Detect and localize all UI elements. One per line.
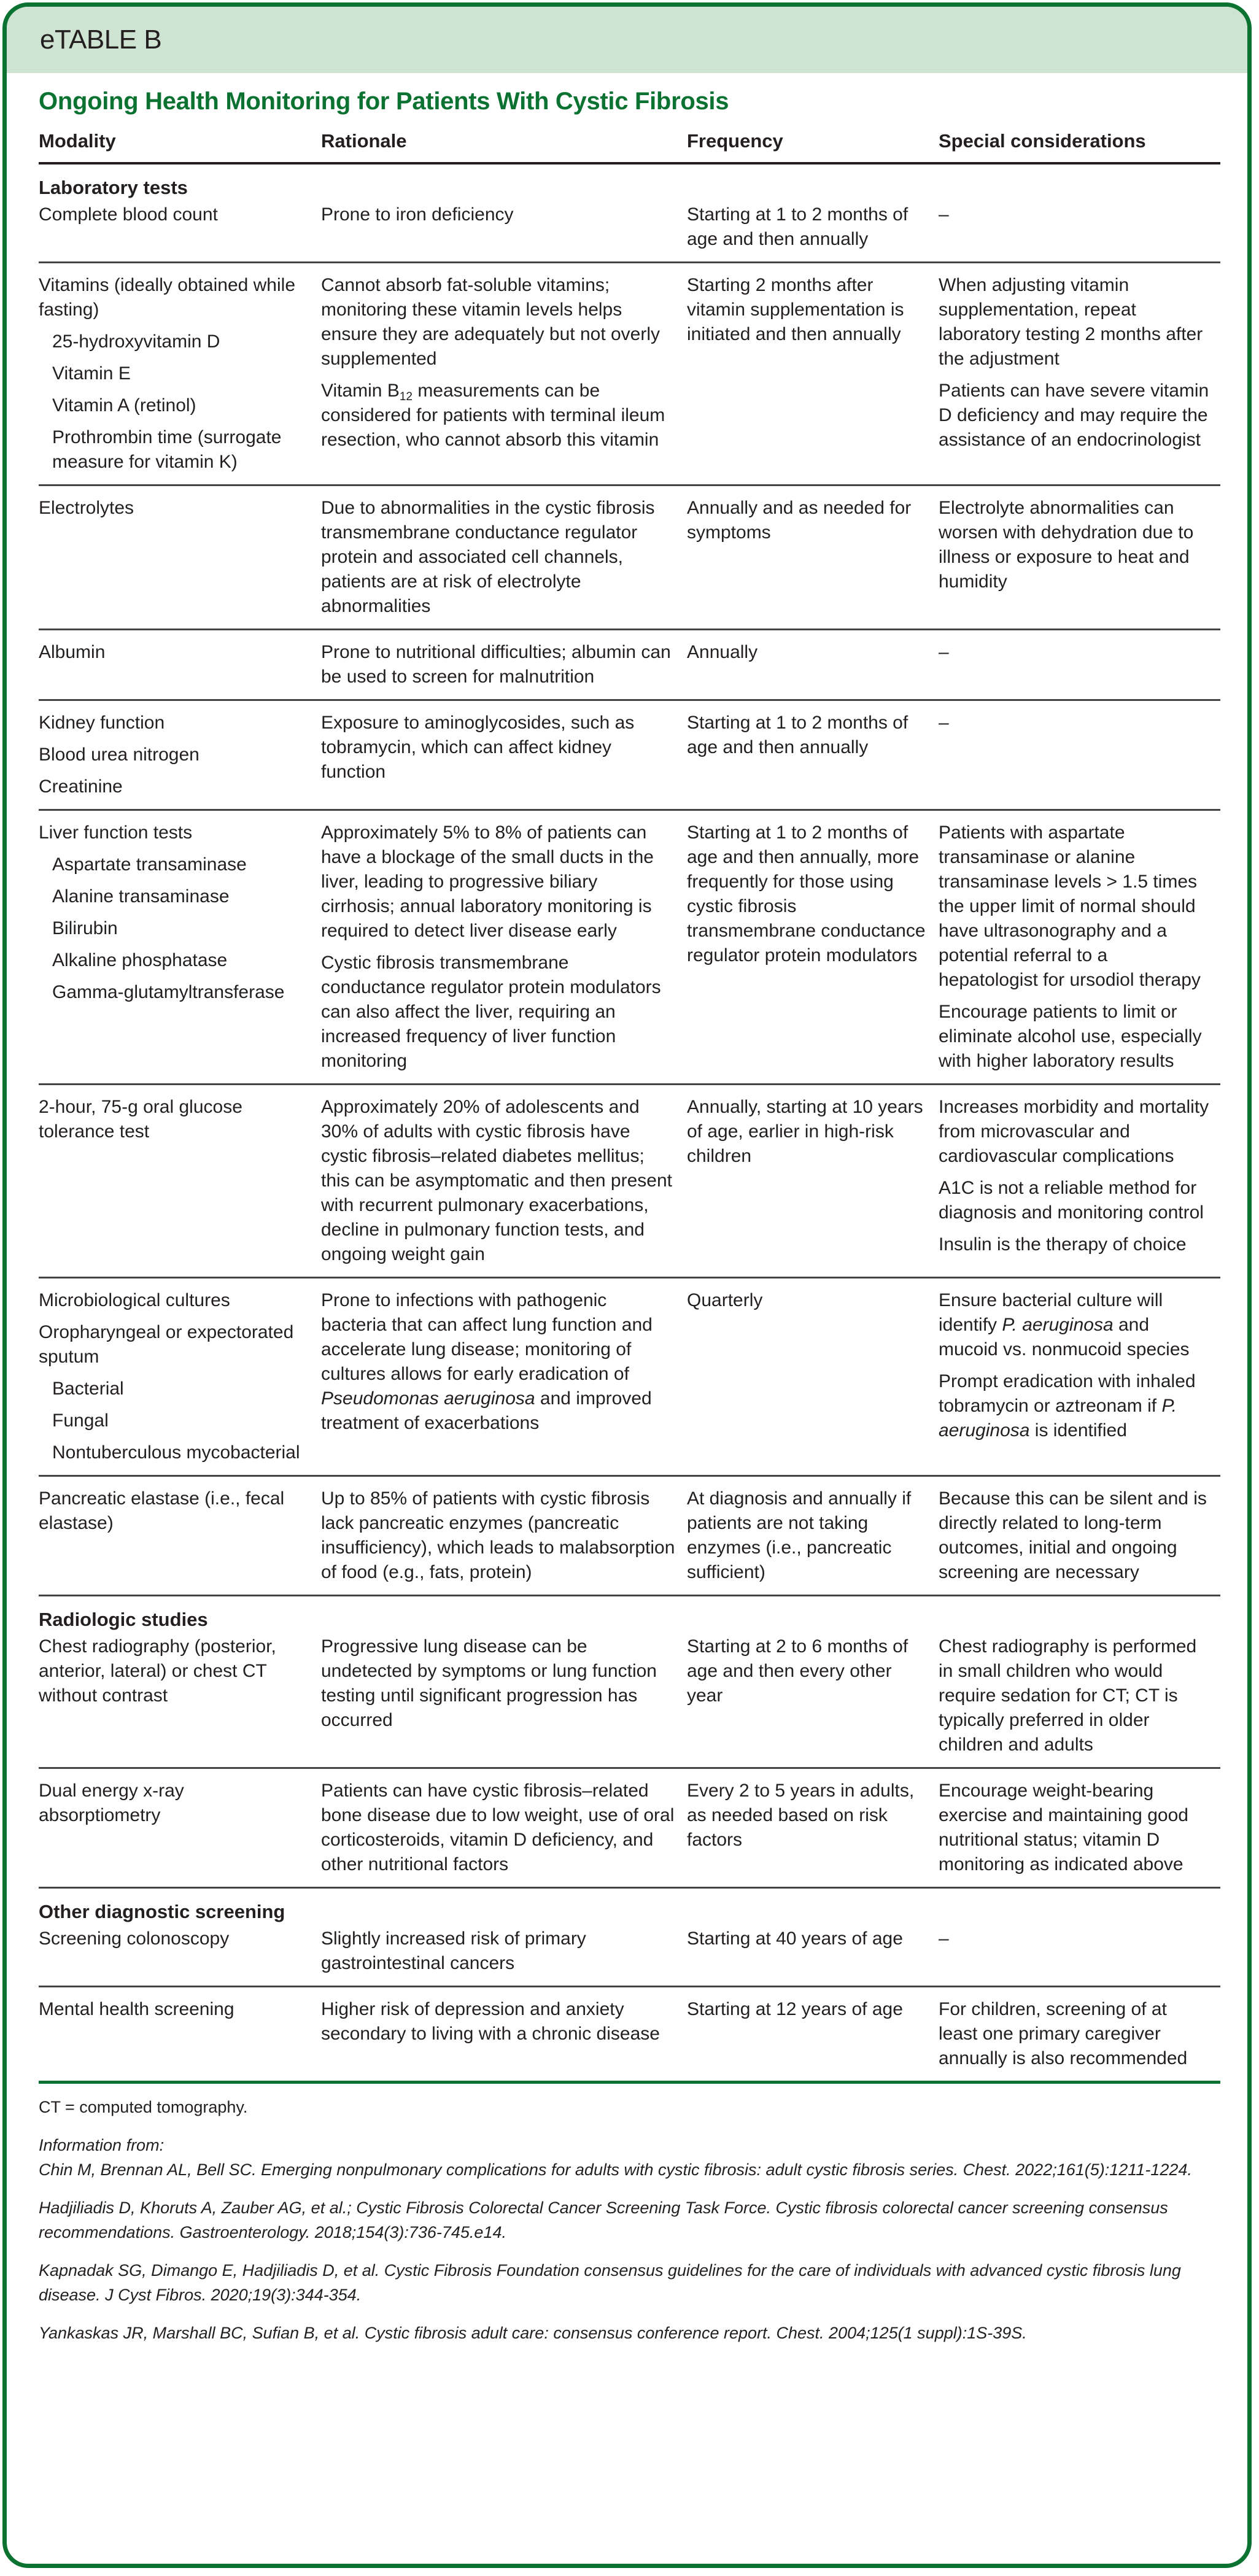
frequency-cell	[687, 810, 939, 1085]
special-text: Chest radiography is performed in small children who would require sedation for CT; CT is typically preferred in older children and adults	[939, 1636, 1197, 1755]
table-row	[39, 485, 1220, 630]
frequency-text: Quarterly	[687, 1290, 763, 1310]
modality-text: Complete blood count	[39, 204, 218, 225]
frequency-text: Annually	[687, 642, 758, 662]
frequency-cell	[687, 1987, 939, 2083]
modality-subitem: Vitamin E	[52, 363, 131, 384]
frequency-cell	[687, 1768, 939, 1888]
reference-list	[39, 2157, 1220, 2345]
modality-cell	[39, 200, 321, 263]
frequency-text: Starting at 1 to 2 months of age and then annually, more frequently for those using cystic fibrosis transmembrane conductance regulator protein modulators	[687, 822, 926, 965]
rationale-text: Higher risk of depression and anxiety secondary to living with a chronic disease	[321, 1999, 660, 2044]
rationale-text: Prone to nutritional difficulties; albumin can be used to screen for malnutrition	[321, 642, 671, 687]
frequency-cell	[687, 485, 939, 630]
modality-text: 2-hour, 75-g oral glucose tolerance test	[39, 1097, 242, 1142]
section-header: Laboratory tests	[39, 177, 188, 198]
frequency-cell	[687, 1278, 939, 1476]
table-body	[39, 163, 1220, 2083]
table-row	[39, 1924, 1220, 1987]
subscript: 12	[399, 390, 413, 403]
rationale-text: Progressive lung disease can be undetected by symptoms or lung function testing until significant progression has occurred	[321, 1636, 657, 1730]
special-text: Prompt eradication with inhaled tobramycin or aztreonam if P. aeruginosa is identified	[939, 1371, 1196, 1441]
modality-subitem: 25-hydroxyvitamin D	[52, 331, 220, 352]
modality-subitem: Nontuberculous mycobacterial	[52, 1442, 300, 1463]
section-header-row	[39, 1888, 1220, 1925]
special-considerations-cell	[939, 485, 1220, 630]
rationale-cell	[321, 1924, 687, 1987]
rationale-cell	[321, 200, 687, 263]
rationale-cell	[321, 1987, 687, 2083]
rationale-cell	[321, 630, 687, 700]
modality-text: Microbiological cultures	[39, 1290, 230, 1310]
special-text: Patients can have severe vitamin D deficiency and may require the assistance of an endocrinologist	[939, 381, 1209, 450]
modality-text: Oropharyngeal or expectorated sputum	[39, 1322, 294, 1367]
modality-subitem: Alkaline phosphatase	[52, 950, 228, 970]
section-header-row	[39, 1596, 1220, 1633]
header-modality: Modality	[39, 129, 321, 163]
rationale-text: Approximately 5% to 8% of patients can have a blockage of the small ducts in the liver, leading to progressive biliary cirrhosis; annual laboratory monitoring is required to detect liver disease early	[321, 822, 654, 941]
special-text: Ensure bacterial culture will identify P. aeruginosa and mucoid vs. nonmucoid species	[939, 1290, 1190, 1360]
modality-cell	[39, 1085, 321, 1278]
frequency-text: Starting at 40 years of age	[687, 1928, 903, 1949]
special-considerations-cell	[939, 1632, 1220, 1768]
modality-text: Kidney function	[39, 713, 165, 733]
modality-text: Electrolytes	[39, 498, 134, 518]
special-considerations-cell	[939, 630, 1220, 700]
reference-item: Kapnadak SG, Dimango E, Hadjiliadis D, et al. Cystic Fibrosis Foundation consensus guidelines for the care of individuals with advanced cystic fibrosis lung disease. J Cyst Fibros. 2020;19(3):344-354.	[39, 2261, 1181, 2304]
modality-text: Albumin	[39, 642, 106, 662]
information-from-label: Information from:	[39, 2136, 165, 2154]
table-row	[39, 1632, 1220, 1768]
frequency-text: Annually, starting at 10 years of age, earlier in high-risk children	[687, 1097, 923, 1166]
table-row	[39, 810, 1220, 1085]
special-considerations-cell	[939, 700, 1220, 810]
modality-subitem: Vitamin A (retinol)	[52, 395, 196, 416]
rationale-cell	[321, 485, 687, 630]
rationale-cell	[321, 1085, 687, 1278]
special-text: Electrolyte abnormalities can worsen with dehydration due to illness or exposure to heat and humidity	[939, 498, 1194, 592]
header-special-considerations: Special considerations	[939, 129, 1220, 163]
special-text: –	[939, 204, 949, 225]
header-row	[39, 129, 1220, 163]
rationale-text: Cannot absorb fat-soluble vitamins; monitoring these vitamin levels helps ensure they are adequately but not overly supplemented	[321, 275, 660, 369]
section-header: Radiologic studies	[39, 1609, 208, 1630]
special-text: A1C is not a reliable method for diagnosis and monitoring control	[939, 1178, 1204, 1223]
table-title: Ongoing Health Monitoring for Patients With Cystic Fibrosis	[39, 88, 729, 115]
table-row	[39, 1768, 1220, 1888]
rationale-text: Cystic fibrosis transmembrane conductance regulator protein modulators can also affect the liver, requiring an increased frequency of liver function monitoring	[321, 953, 661, 1071]
rationale-text: Patients can have cystic fibrosis–related bone disease due to low weight, use of oral corticosteroids, vitamin D deficiency, and other nutritional factors	[321, 1781, 675, 1874]
table-row	[39, 1085, 1220, 1278]
table-footer	[39, 2095, 1220, 2345]
special-text: –	[939, 713, 949, 733]
modality-text: Vitamins (ideally obtained while fasting)	[39, 275, 296, 320]
modality-text: Dual energy x-ray absorptiometry	[39, 1781, 184, 1825]
modality-cell	[39, 810, 321, 1085]
table-frame	[2, 2, 1252, 2568]
special-text: Increases morbidity and mortality from microvascular and cardiovascular complications	[939, 1097, 1209, 1166]
table-row	[39, 200, 1220, 263]
special-considerations-cell	[939, 1476, 1220, 1596]
frequency-cell	[687, 1476, 939, 1596]
special-considerations-cell	[939, 200, 1220, 263]
special-text: –	[939, 1928, 949, 1949]
special-considerations-cell	[939, 810, 1220, 1085]
modality-subitem: Bilirubin	[52, 918, 118, 938]
special-text: When adjusting vitamin supplementation, repeat laboratory testing 2 months after the adjustment	[939, 275, 1203, 369]
frequency-cell	[687, 700, 939, 810]
table-banner	[7, 7, 1247, 73]
special-considerations-cell	[939, 1085, 1220, 1278]
frequency-text: Starting at 2 to 6 months of age and then every other year	[687, 1636, 908, 1706]
frequency-cell	[687, 263, 939, 485]
rationale-text: Due to abnormalities in the cystic fibrosis transmembrane conductance regulator protein and associated cell channels, patients are at risk of electrolyte abnormalities	[321, 498, 655, 616]
modality-cell	[39, 485, 321, 630]
table-content	[7, 88, 1247, 2345]
modality-cell	[39, 1278, 321, 1476]
frequency-text: Every 2 to 5 years in adults, as needed based on risk factors	[687, 1781, 915, 1850]
modality-subitem: Bacterial	[52, 1379, 124, 1399]
special-text: Insulin is the therapy of choice	[939, 1234, 1187, 1255]
section-header-row	[39, 163, 1220, 200]
special-text: –	[939, 642, 949, 662]
modality-cell	[39, 630, 321, 700]
modality-text: Pancreatic elastase (i.e., fecal elastase)	[39, 1488, 285, 1533]
modality-subitem: Alanine transaminase	[52, 886, 230, 907]
table-row	[39, 263, 1220, 485]
modality-cell	[39, 700, 321, 810]
modality-subitem: Gamma-glutamyltransferase	[52, 982, 285, 1002]
frequency-cell	[687, 1632, 939, 1768]
monitoring-table	[39, 129, 1220, 2084]
special-considerations-cell	[939, 263, 1220, 485]
modality-text: Chest radiography (posterior, anterior, lateral) or chest CT without contrast	[39, 1636, 276, 1706]
special-considerations-cell	[939, 1924, 1220, 1987]
rationale-cell	[321, 1768, 687, 1888]
frequency-cell	[687, 630, 939, 700]
modality-text: Creatinine	[39, 776, 123, 797]
table-label: eTABLE B	[40, 25, 162, 55]
reference-item: Hadjiliadis D, Khoruts A, Zauber AG, et al.; Cystic Fibrosis Colorectal Cancer Screening Task Force. Cystic fibrosis colorectal cancer screening consensus recommendations. Gastroenterology. 2018;154(3):736-745.e14.	[39, 2199, 1168, 2241]
special-text: For children, screening of at least one primary caregiver annually is also recommended	[939, 1999, 1188, 2068]
section-header: Other diagnostic screening	[39, 1901, 285, 1922]
table-row	[39, 700, 1220, 810]
special-text: Patients with aspartate transaminase or alanine transaminase levels > 1.5 times the upper limit of normal should have ultrasonography and a potential referral to a hepatologist for ursodiol therapy	[939, 822, 1201, 990]
frequency-text: Annually and as needed for symptoms	[687, 498, 912, 543]
modality-cell	[39, 1987, 321, 2083]
frequency-text: At diagnosis and annually if patients are not taking enzymes (i.e., pancreatic sufficient)	[687, 1488, 912, 1582]
modality-text: Screening colonoscopy	[39, 1928, 230, 1949]
rationale-cell	[321, 810, 687, 1085]
frequency-text: Starting at 1 to 2 months of age and then annually	[687, 713, 908, 757]
modality-cell	[39, 1768, 321, 1888]
header-rationale: Rationale	[321, 129, 687, 163]
reference-item: Yankaskas JR, Marshall BC, Sufian B, et al. Cystic fibrosis adult care: consensus conference report. Chest. 2004;125(1 suppl):1S-39S.	[39, 2324, 1027, 2342]
rationale-text: Prone to iron deficiency	[321, 204, 514, 225]
rationale-cell	[321, 1476, 687, 1596]
modality-text: Blood urea nitrogen	[39, 745, 200, 765]
modality-subitem: Aspartate transaminase	[52, 854, 247, 875]
modality-text: Mental health screening	[39, 1999, 234, 2019]
rationale-text: Slightly increased risk of primary gastrointestinal cancers	[321, 1928, 586, 1973]
table-row	[39, 1987, 1220, 2083]
modality-cell	[39, 263, 321, 485]
rationale-text: Approximately 20% of adolescents and 30% of adults with cystic fibrosis have cystic fibrosis–related diabetes mellitus; this can be asymptomatic and then present with recurrent pulmonary exacerbations, decline in pulmonary function tests, and ongoing weight gain	[321, 1097, 672, 1264]
modality-cell	[39, 1632, 321, 1768]
rationale-text: Vitamin $B_{12}$ measurements can be considered for patients with terminal ileum resection, who cannot absorb this vitamin	[321, 381, 665, 450]
modality-cell	[39, 1476, 321, 1596]
frequency-text: Starting at 1 to 2 months of age and then annually	[687, 204, 908, 249]
special-text: Because this can be silent and is directly related to long-term outcomes, initial and ongoing screening are necessary	[939, 1488, 1207, 1582]
modality-subitem: Prothrombin time (surrogate measure for vitamin K)	[52, 427, 282, 472]
table-row	[39, 630, 1220, 700]
special-text: Encourage weight-bearing exercise and maintaining good nutritional status; vitamin D monitoring as indicated above	[939, 1781, 1188, 1874]
modality-text: Liver function tests	[39, 822, 193, 843]
rationale-cell	[321, 700, 687, 810]
frequency-cell	[687, 1085, 939, 1278]
special-considerations-cell	[939, 1278, 1220, 1476]
special-text: Encourage patients to limit or eliminate alcohol use, especially with higher laboratory results	[939, 1002, 1202, 1071]
frequency-text: Starting at 12 years of age	[687, 1999, 903, 2019]
rationale-text: Prone to infections with pathogenic bacteria that can affect lung function and accelerate lung disease; monitoring of cultures allows for early eradication of Pseudomonas aeruginosa and improved treatment of exacerbations	[321, 1290, 653, 1433]
frequency-cell	[687, 1924, 939, 1987]
rationale-text: Exposure to aminoglycosides, such as tobramycin, which can affect kidney function	[321, 713, 635, 782]
rationale-cell	[321, 263, 687, 485]
abbreviation-note: CT = computed tomography.	[39, 2098, 248, 2116]
frequency-text: Starting 2 months after vitamin supplementation is initiated and then annually	[687, 275, 904, 344]
rationale-text: Up to 85% of patients with cystic fibrosis lack pancreatic enzymes (pancreatic insufficiency), which leads to malabsorption of food (e.g., fats, protein)	[321, 1488, 675, 1582]
special-considerations-cell	[939, 1987, 1220, 2083]
special-considerations-cell	[939, 1768, 1220, 1888]
table-row	[39, 1476, 1220, 1596]
reference-item: Chin M, Brennan AL, Bell SC. Emerging nonpulmonary complications for adults with cystic fibrosis: adult cystic fibrosis series. Chest. 2022;161(5):1211-1224.	[39, 2160, 1192, 2179]
modality-subitem: Fungal	[52, 1410, 109, 1431]
rationale-cell	[321, 1278, 687, 1476]
rationale-cell	[321, 1632, 687, 1768]
header-frequency: Frequency	[687, 129, 939, 163]
frequency-cell	[687, 200, 939, 263]
modality-cell	[39, 1924, 321, 1987]
table-row	[39, 1278, 1220, 1476]
